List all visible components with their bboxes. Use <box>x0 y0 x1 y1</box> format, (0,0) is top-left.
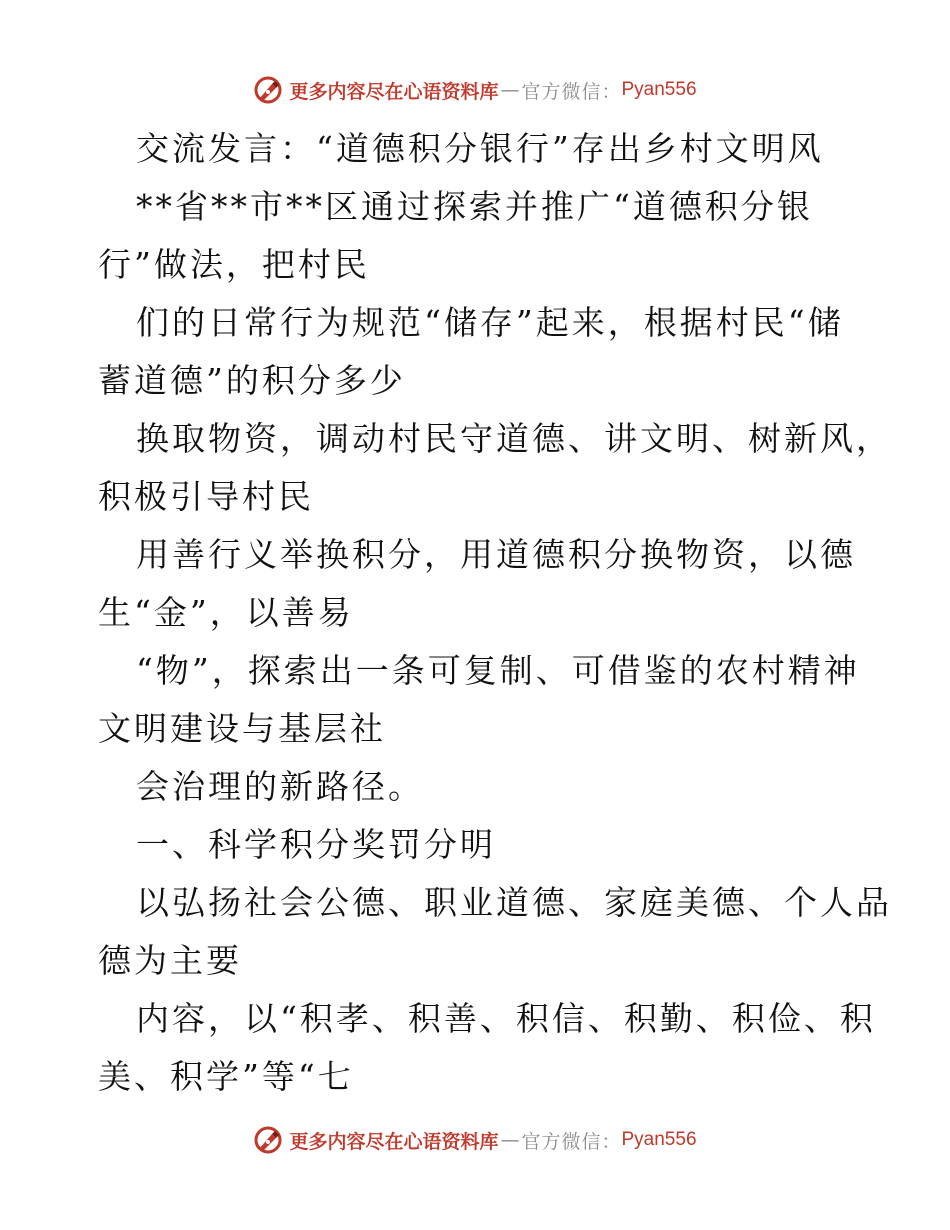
document-line: 积极引导村民 <box>98 477 314 516</box>
document-line: 会治理的新路径。 <box>136 767 424 806</box>
wechat-id: Pyan556 <box>621 79 697 100</box>
document-line: 以弘扬社会公德、职业道德、家庭美德、个人品 <box>136 883 892 922</box>
separator-dash: — <box>500 1129 520 1151</box>
document-line: 文明建设与基层社 <box>98 709 386 748</box>
document-line: 换取物资，调动村民守道德、讲文明、树新风， <box>136 419 892 458</box>
document-line: 一、科学积分奖罚分明 <box>136 825 496 864</box>
wechat-label: 官方微信： <box>521 80 622 103</box>
pen-nib-logo-icon <box>253 75 283 105</box>
document-line: 美、积学”等“七 <box>98 1057 354 1096</box>
pen-nib-logo-icon <box>253 1125 283 1155</box>
document-line: 交流发言：“道德积分银行”存出乡村文明风 <box>136 129 824 168</box>
document-line: 用善行义举换积分，用道德积分换物资，以德 <box>136 535 856 574</box>
wechat-id: Pyan556 <box>621 1129 697 1150</box>
document-line: 蓄道德”的积分多少 <box>98 361 406 400</box>
wechat-label: 官方微信： <box>521 1130 622 1153</box>
document-line: 生“金”，以善易 <box>98 593 354 632</box>
document-body <box>98 120 892 1106</box>
document-line: 内容，以“积孝、积善、积信、积勤、积俭、积 <box>136 999 876 1038</box>
footer-banner <box>0 1120 950 1160</box>
document-line: 行”做法，把村民 <box>98 245 370 284</box>
header-banner <box>0 70 950 110</box>
document-line: **省**市**区通过探索并推广“道德积分银 <box>136 187 813 226</box>
document-line: 们的日常行为规范“储存”起来，根据村民“储 <box>136 303 844 342</box>
document-line: “物”，探索出一条可复制、可借鉴的农村精神 <box>136 651 860 690</box>
separator-dash: — <box>500 79 520 101</box>
site-name: 更多内容尽在心语资料库 <box>289 80 499 103</box>
document-line: 德为主要 <box>98 941 242 980</box>
site-name: 更多内容尽在心语资料库 <box>289 1130 499 1153</box>
